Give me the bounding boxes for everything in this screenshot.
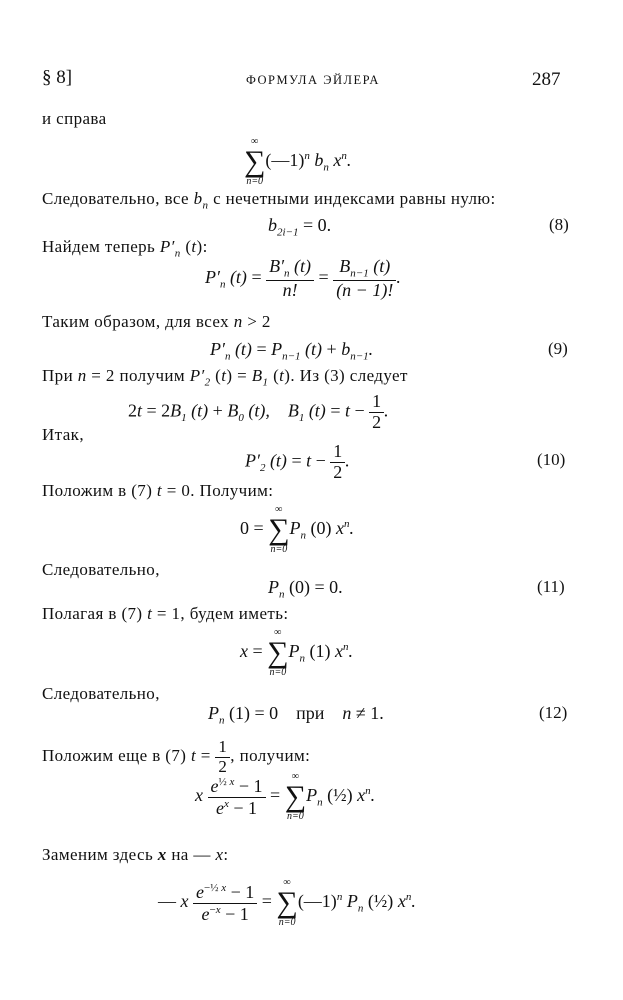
equation-number: (12)	[539, 703, 568, 722]
text-line: Положим в (7) t = 0. Получим:	[42, 481, 274, 500]
equation-number: (11)	[537, 577, 565, 596]
page-number: 287	[532, 69, 561, 90]
formula-negated-series: — x $\frac{e^{-\frac{1}{2} x} - 1}{e^{-x} - 1}$ = ∞ ∑ n=0 (—1)$^n$ $P_n$ (½) $x^n$.	[158, 877, 416, 928]
equation-number: (8)	[549, 215, 569, 234]
text-line: При n = 2 получим $P'_2$ $(t) = B_1$ (t). Из (3) следует	[42, 366, 408, 389]
running-title: ФОРМУЛА ЭЙЛЕРА	[246, 73, 380, 87]
formula-pn0-series: 0 = ∞ ∑ n=0 $P_n$ (0) $x^n$.	[240, 504, 355, 555]
formula-12: $P_n$ (1) = 0 при n ≠ 1.	[208, 703, 384, 727]
formula-8: $b_{2i-1} = 0$.	[268, 215, 332, 239]
formula-series-right: ∞ ∑ n=0 (—1)$^n$ $b_n$ $x^n$.	[244, 136, 352, 187]
equation-number: (10)	[537, 450, 566, 469]
section-marker: § 8]	[42, 67, 73, 88]
text-line: и справа	[42, 109, 107, 128]
text-line: Заменим здесь x на — x:	[42, 845, 229, 864]
text-line: Следовательно, все $b_n$ с нечетными индексами равны нулю:	[42, 189, 496, 212]
text-line: Таким образом, для всех n > 2	[42, 312, 271, 331]
text-line: Итак,	[42, 425, 84, 444]
formula-9: $P'_n$ $(t) = P_{n-1}$ $(t) + b_{n-1}$.	[210, 339, 374, 363]
text-line: Полагая в (7) t = 1, будем иметь:	[42, 604, 289, 623]
text-line: Следовательно,	[42, 684, 160, 703]
formula-11: $P_n$ (0) = 0.	[268, 577, 343, 601]
formula-derivative: $P'_n$ (t) = $\frac{B'_n (t)}{n!}$ = $\frac{B_{n-1} (t)}{(n - 1)!}$ .	[205, 256, 401, 300]
equation-number: (9)	[548, 339, 568, 358]
text-line: Следовательно,	[42, 560, 160, 579]
formula-10: $P'_2$ (t) = t − $\frac{1}{2}$ .	[245, 441, 350, 482]
text-line: Положим еще в (7) t = $\frac{1}{2}$ , получим:	[42, 737, 311, 776]
formula-pn1-series: x = ∞ ∑ n=0 $P_n$ (1) $x^n$.	[240, 627, 354, 678]
formula-half-series: x $\frac{e^{\frac{1}{2} x} - 1}{e^x - 1}$ = ∞ ∑ n=0 $P_n$ (½) $x^n$.	[195, 771, 376, 822]
text-line: Найдем теперь $P'_n$ (t):	[42, 237, 208, 260]
formula-b1: $2t = 2B_1$ $(t) + B_0$ (t), $B_1$ (t) = t − $\frac{1}{2}$ .	[128, 391, 389, 432]
